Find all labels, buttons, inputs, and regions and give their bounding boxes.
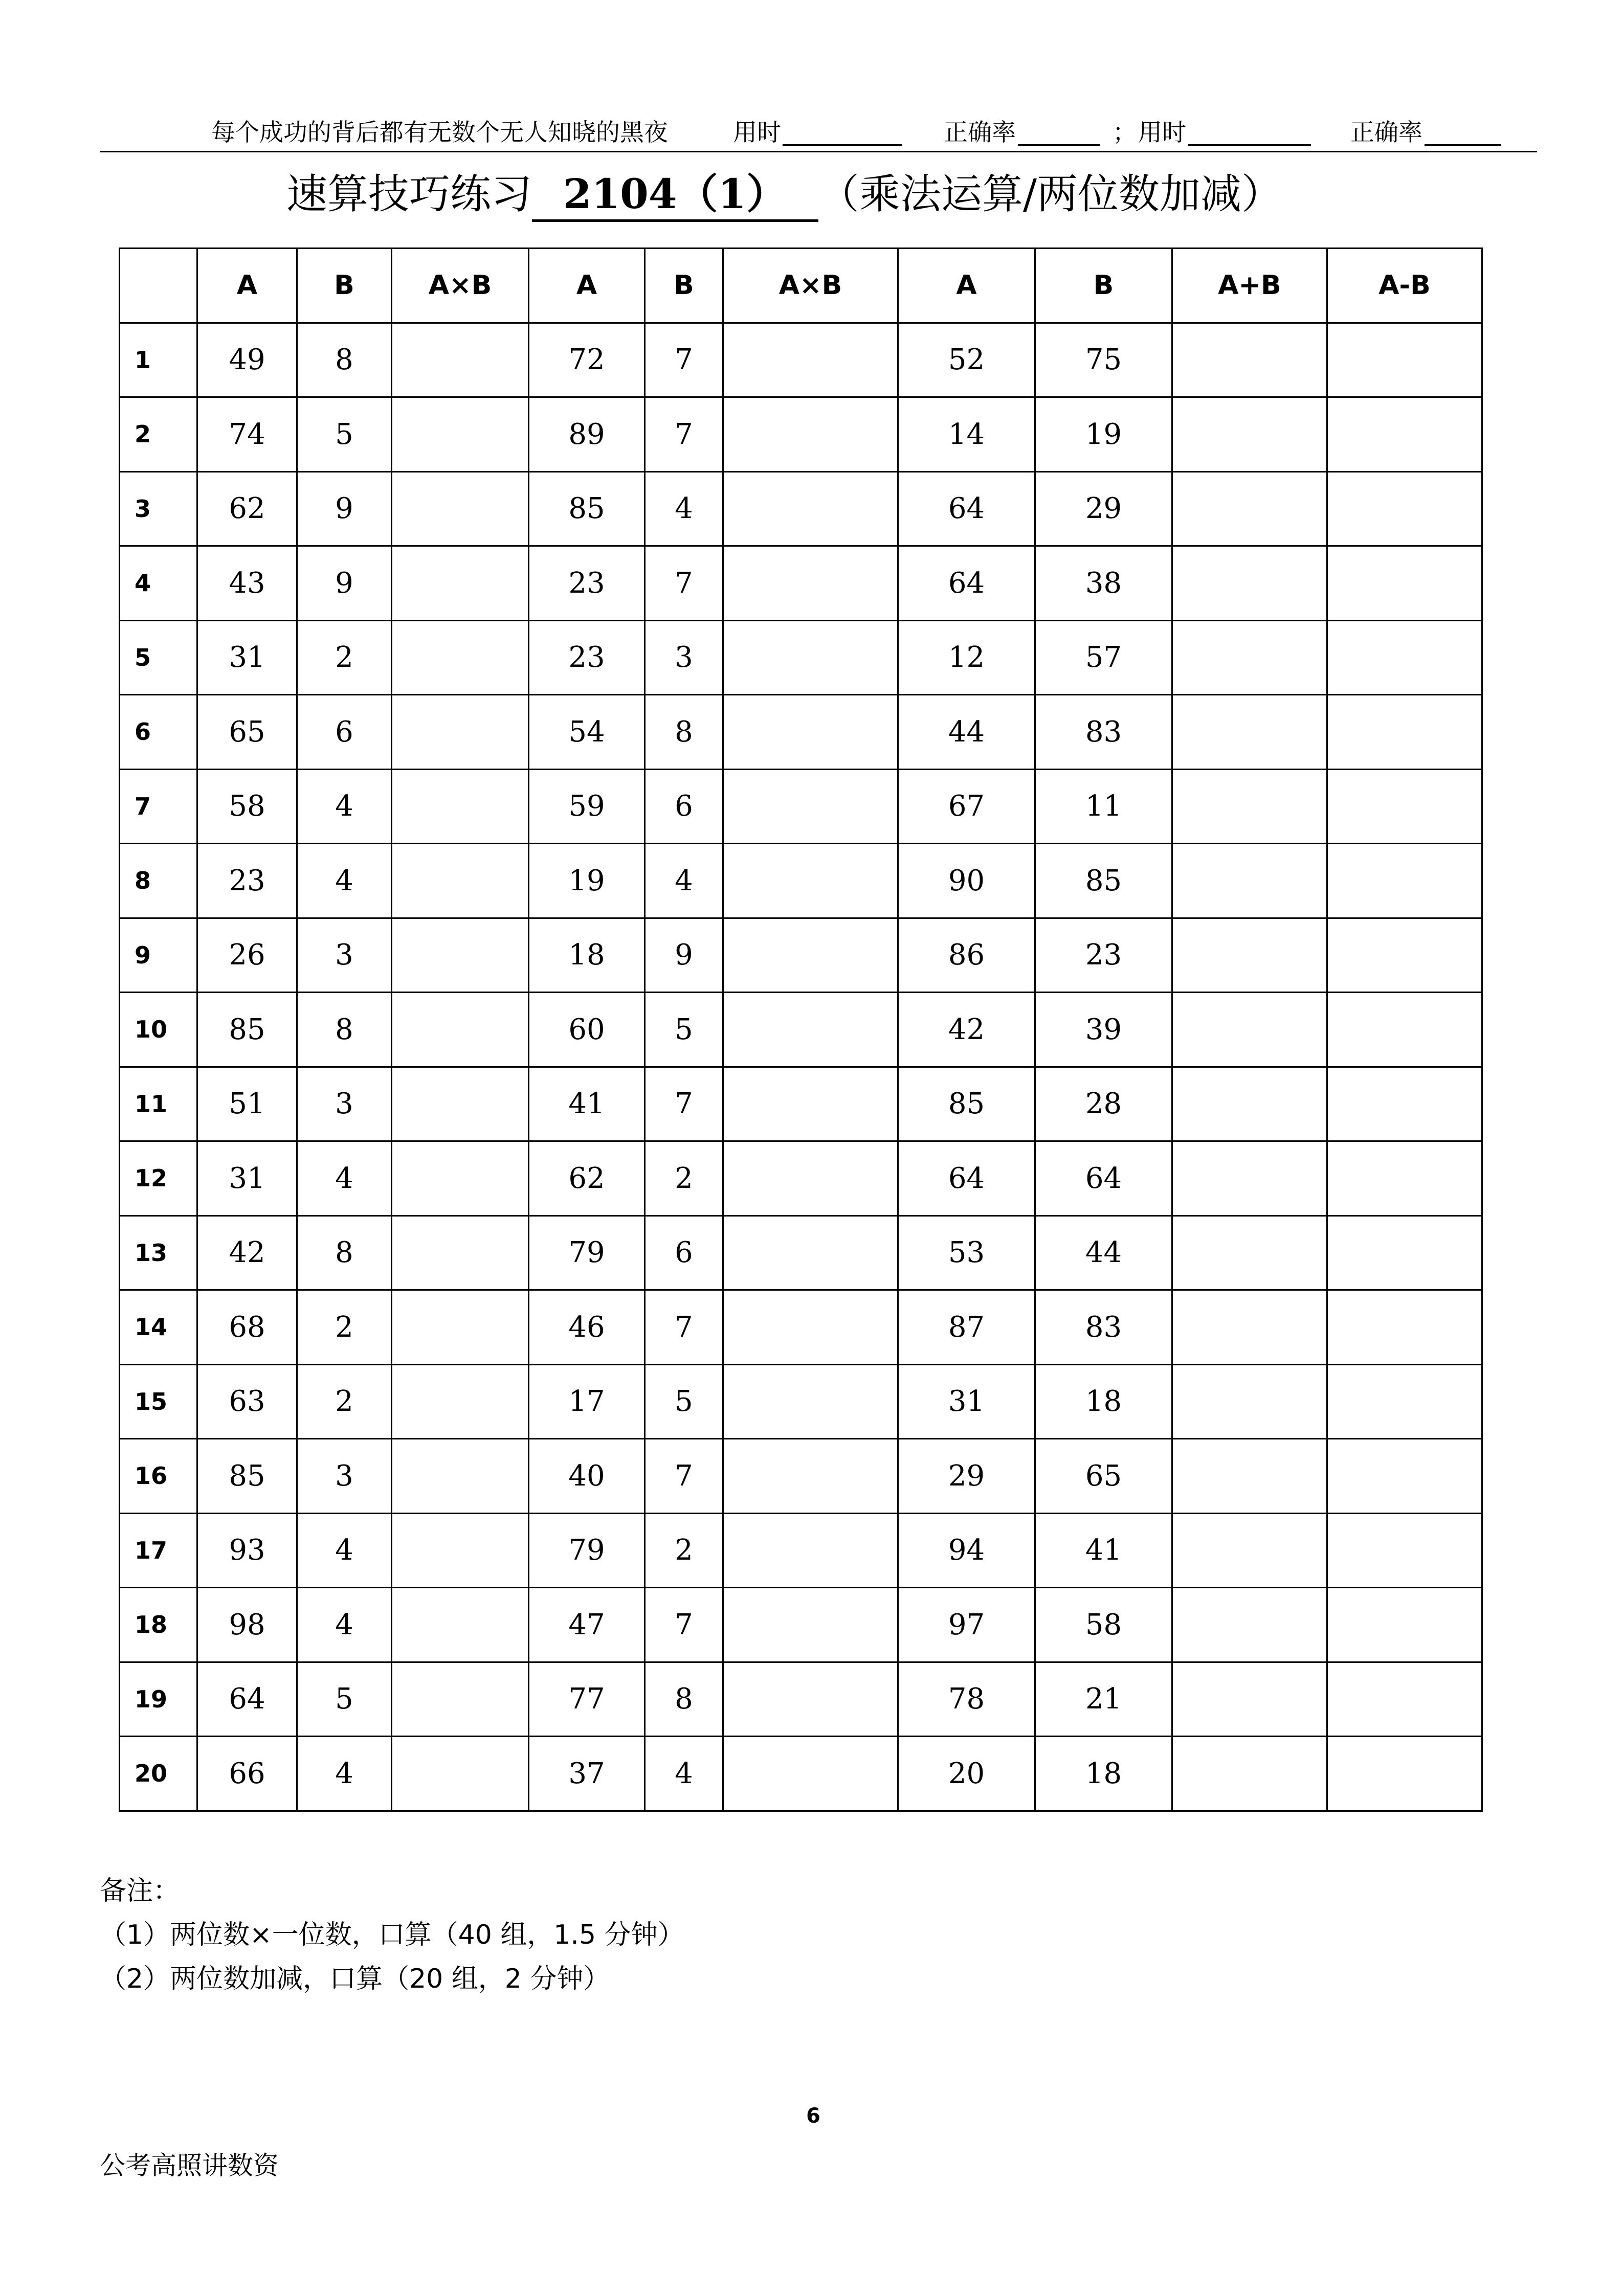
- operand-cell: 11: [1035, 769, 1172, 844]
- operand-cell: 90: [898, 844, 1035, 918]
- operand-cell: 43: [197, 546, 297, 621]
- operand-cell: 9: [297, 546, 392, 621]
- operand-cell: 79: [529, 1513, 645, 1588]
- operand-cell: 42: [898, 993, 1035, 1067]
- operand-cell: 44: [1035, 1215, 1172, 1290]
- answer-cell[interactable]: [392, 1439, 529, 1514]
- time-blank-2[interactable]: [1188, 117, 1311, 146]
- operand-cell: 5: [645, 993, 723, 1067]
- operand-cell: 62: [197, 471, 297, 546]
- operand-cell: 7: [645, 397, 723, 472]
- column-header: A+B: [1172, 249, 1327, 323]
- operand-cell: 23: [197, 844, 297, 918]
- answer-cell[interactable]: [392, 1141, 529, 1216]
- column-header: [120, 249, 197, 323]
- answer-cell[interactable]: [1327, 1067, 1482, 1141]
- operand-cell: 18: [1035, 1737, 1172, 1811]
- operand-cell: 77: [529, 1662, 645, 1737]
- row-number: 4: [120, 546, 197, 621]
- row-number: 20: [120, 1737, 197, 1811]
- operand-cell: 4: [297, 844, 392, 918]
- operand-cell: 64: [898, 471, 1035, 546]
- table-row: [120, 1141, 1482, 1216]
- answer-cell[interactable]: [723, 695, 898, 770]
- title-suffix: （乘法运算/两位数加减）: [818, 170, 1282, 218]
- operand-cell: 23: [1035, 918, 1172, 993]
- operand-cell: 2: [297, 620, 392, 695]
- operand-cell: 26: [197, 918, 297, 993]
- answer-cell[interactable]: [723, 1737, 898, 1811]
- column-header: B: [297, 249, 392, 323]
- table-row: [120, 1364, 1482, 1439]
- table-row: [120, 769, 1482, 844]
- time-label-2: 用时: [1138, 119, 1186, 147]
- answer-cell[interactable]: [392, 695, 529, 770]
- answer-cell[interactable]: [723, 323, 898, 397]
- answer-cell[interactable]: [1172, 471, 1327, 546]
- operand-cell: 21: [1035, 1662, 1172, 1737]
- table-row: [120, 1737, 1482, 1811]
- operand-cell: 7: [645, 1439, 723, 1514]
- operand-cell: 3: [297, 1439, 392, 1514]
- operand-cell: 74: [197, 397, 297, 472]
- answer-cell[interactable]: [1327, 769, 1482, 844]
- row-number: 14: [120, 1290, 197, 1365]
- answer-cell[interactable]: [1172, 1588, 1327, 1662]
- column-header: A×B: [392, 249, 529, 323]
- answer-cell[interactable]: [392, 620, 529, 695]
- answer-cell[interactable]: [392, 1737, 529, 1811]
- answer-cell[interactable]: [392, 769, 529, 844]
- operand-cell: 93: [197, 1513, 297, 1588]
- operand-cell: 9: [645, 918, 723, 993]
- answer-cell[interactable]: [1327, 1737, 1482, 1811]
- operand-cell: 5: [645, 1364, 723, 1439]
- row-number: 18: [120, 1588, 197, 1662]
- answer-cell[interactable]: [392, 397, 529, 472]
- answer-cell[interactable]: [392, 993, 529, 1067]
- answer-cell[interactable]: [392, 1215, 529, 1290]
- operand-cell: 12: [898, 620, 1035, 695]
- column-header: B: [1035, 249, 1172, 323]
- operand-cell: 4: [297, 1737, 392, 1811]
- column-header: A: [529, 249, 645, 323]
- operand-cell: 85: [197, 993, 297, 1067]
- table-row: [120, 1067, 1482, 1141]
- answer-cell[interactable]: [723, 546, 898, 621]
- row-number: 7: [120, 769, 197, 844]
- operand-cell: 4: [645, 1737, 723, 1811]
- operand-cell: 97: [898, 1588, 1035, 1662]
- answer-cell[interactable]: [1172, 397, 1327, 472]
- answer-cell[interactable]: [1327, 397, 1482, 472]
- operand-cell: 2: [297, 1290, 392, 1365]
- page-title: [286, 166, 1282, 222]
- operand-cell: 85: [1035, 844, 1172, 918]
- answer-cell[interactable]: [392, 323, 529, 397]
- operand-cell: 3: [645, 620, 723, 695]
- operand-cell: 31: [898, 1364, 1035, 1439]
- operand-cell: 51: [197, 1067, 297, 1141]
- operand-cell: 41: [1035, 1513, 1172, 1588]
- operand-cell: 4: [297, 769, 392, 844]
- answer-cell[interactable]: [1172, 620, 1327, 695]
- operand-cell: 98: [197, 1588, 297, 1662]
- answer-cell[interactable]: [392, 1290, 529, 1365]
- answer-cell[interactable]: [1327, 1439, 1482, 1514]
- operand-cell: 31: [197, 620, 297, 695]
- operand-cell: 85: [197, 1439, 297, 1514]
- answer-cell[interactable]: [723, 1290, 898, 1365]
- answer-cell[interactable]: [1172, 769, 1327, 844]
- operand-cell: 49: [197, 323, 297, 397]
- operand-cell: 8: [645, 695, 723, 770]
- answer-cell[interactable]: [1172, 1215, 1327, 1290]
- answer-cell[interactable]: [723, 620, 898, 695]
- operand-cell: 4: [297, 1588, 392, 1662]
- operand-cell: 78: [898, 1662, 1035, 1737]
- answer-cell[interactable]: [1327, 1364, 1482, 1439]
- answer-cell[interactable]: [723, 1364, 898, 1439]
- operand-cell: 18: [1035, 1364, 1172, 1439]
- operand-cell: 6: [297, 695, 392, 770]
- operand-cell: 23: [529, 546, 645, 621]
- row-number: 11: [120, 1067, 197, 1141]
- answer-cell[interactable]: [723, 993, 898, 1067]
- row-number: 13: [120, 1215, 197, 1290]
- operand-cell: 7: [645, 546, 723, 621]
- row-number: 2: [120, 397, 197, 472]
- operand-cell: 46: [529, 1290, 645, 1365]
- operand-cell: 39: [1035, 993, 1172, 1067]
- operand-cell: 2: [645, 1513, 723, 1588]
- answer-cell[interactable]: [1327, 620, 1482, 695]
- operand-cell: 7: [645, 1290, 723, 1365]
- table-body: [120, 323, 1482, 1811]
- notes-label: 备注：: [100, 1876, 180, 1906]
- answer-cell[interactable]: [392, 471, 529, 546]
- operand-cell: 7: [645, 323, 723, 397]
- operand-cell: 68: [197, 1290, 297, 1365]
- answer-cell[interactable]: [723, 397, 898, 472]
- answer-cell[interactable]: [1172, 1141, 1327, 1216]
- table-row: [120, 1588, 1482, 1662]
- operand-cell: 9: [297, 471, 392, 546]
- table-row: [120, 844, 1482, 918]
- operand-cell: 6: [645, 769, 723, 844]
- operand-cell: 60: [529, 993, 645, 1067]
- answer-cell[interactable]: [392, 1513, 529, 1588]
- header-separator: ；: [1113, 119, 1137, 147]
- answer-cell[interactable]: [723, 1513, 898, 1588]
- operand-cell: 3: [297, 1067, 392, 1141]
- operand-cell: 19: [1035, 397, 1172, 472]
- row-number: 16: [120, 1439, 197, 1514]
- operand-cell: 5: [297, 397, 392, 472]
- operand-cell: 4: [645, 471, 723, 546]
- accuracy-label-2: 正确率: [1350, 119, 1422, 147]
- column-header: A×B: [723, 249, 898, 323]
- answer-cell[interactable]: [723, 1141, 898, 1216]
- operand-cell: 8: [645, 1662, 723, 1737]
- operand-cell: 83: [1035, 695, 1172, 770]
- operand-cell: 38: [1035, 546, 1172, 621]
- table-row: [120, 471, 1482, 546]
- row-number: 17: [120, 1513, 197, 1588]
- answer-cell[interactable]: [723, 918, 898, 993]
- answer-cell[interactable]: [1327, 844, 1482, 918]
- operand-cell: 7: [645, 1067, 723, 1141]
- accuracy-blank-1[interactable]: [1018, 117, 1100, 146]
- answer-cell[interactable]: [1327, 1662, 1482, 1737]
- answer-cell[interactable]: [723, 1215, 898, 1290]
- answer-cell[interactable]: [1172, 1513, 1327, 1588]
- operand-cell: 64: [898, 546, 1035, 621]
- row-number: 10: [120, 993, 197, 1067]
- operand-cell: 79: [529, 1215, 645, 1290]
- row-number: 6: [120, 695, 197, 770]
- title-code: 2104（1）: [532, 168, 818, 222]
- answer-cell[interactable]: [1327, 695, 1482, 770]
- operand-cell: 8: [297, 1215, 392, 1290]
- operand-cell: 2: [297, 1364, 392, 1439]
- operand-cell: 62: [529, 1141, 645, 1216]
- operand-cell: 8: [297, 993, 392, 1067]
- answer-cell[interactable]: [392, 844, 529, 918]
- notes-line-1: （1）两位数×一位数，口算（40 组，1.5 分钟）: [100, 1920, 684, 1950]
- answer-cell[interactable]: [723, 769, 898, 844]
- table-row: [120, 397, 1482, 472]
- operand-cell: 94: [898, 1513, 1035, 1588]
- table-row: [120, 918, 1482, 993]
- answer-cell[interactable]: [1327, 546, 1482, 621]
- row-number: 15: [120, 1364, 197, 1439]
- table-row: [120, 1513, 1482, 1588]
- row-number: 8: [120, 844, 197, 918]
- answer-cell[interactable]: [392, 546, 529, 621]
- answer-cell[interactable]: [1172, 546, 1327, 621]
- operand-cell: 4: [645, 844, 723, 918]
- operand-cell: 17: [529, 1364, 645, 1439]
- operand-cell: 75: [1035, 323, 1172, 397]
- column-header: B: [645, 249, 723, 323]
- operand-cell: 57: [1035, 620, 1172, 695]
- answer-cell[interactable]: [1327, 323, 1482, 397]
- table-row: [120, 1662, 1482, 1737]
- header-rule: [100, 151, 1537, 152]
- operand-cell: 85: [529, 471, 645, 546]
- row-number: 5: [120, 620, 197, 695]
- operand-cell: 37: [529, 1737, 645, 1811]
- column-header: A-B: [1327, 249, 1482, 323]
- operand-cell: 2: [645, 1141, 723, 1216]
- operand-cell: 28: [1035, 1067, 1172, 1141]
- operand-cell: 64: [197, 1662, 297, 1737]
- answer-cell[interactable]: [723, 1067, 898, 1141]
- operand-cell: 7: [645, 1588, 723, 1662]
- answer-cell[interactable]: [1327, 918, 1482, 993]
- operand-cell: 83: [1035, 1290, 1172, 1365]
- answer-cell[interactable]: [1172, 844, 1327, 918]
- operand-cell: 8: [297, 323, 392, 397]
- answer-cell[interactable]: [392, 1364, 529, 1439]
- operand-cell: 86: [898, 918, 1035, 993]
- answer-cell[interactable]: [723, 1588, 898, 1662]
- table-row: [120, 620, 1482, 695]
- operand-cell: 63: [197, 1364, 297, 1439]
- answer-cell[interactable]: [1172, 323, 1327, 397]
- answer-cell[interactable]: [723, 471, 898, 546]
- answer-cell[interactable]: [1327, 1588, 1482, 1662]
- answer-cell[interactable]: [723, 844, 898, 918]
- answer-cell[interactable]: [392, 1588, 529, 1662]
- title-prefix: 速算技巧练习: [286, 170, 532, 218]
- operand-cell: 19: [529, 844, 645, 918]
- answer-cell[interactable]: [1327, 993, 1482, 1067]
- table-header-row: [120, 249, 1482, 323]
- table-row: [120, 993, 1482, 1067]
- row-number: 19: [120, 1662, 197, 1737]
- operand-cell: 6: [645, 1215, 723, 1290]
- answer-cell[interactable]: [1327, 1513, 1482, 1588]
- table-row: [120, 546, 1482, 621]
- answer-cell[interactable]: [1172, 1067, 1327, 1141]
- notes: [100, 1869, 684, 2001]
- answer-cell[interactable]: [1172, 1290, 1327, 1365]
- answer-cell[interactable]: [1327, 471, 1482, 546]
- operand-cell: 65: [197, 695, 297, 770]
- operand-cell: 23: [529, 620, 645, 695]
- operand-cell: 29: [1035, 471, 1172, 546]
- table-row: [120, 1215, 1482, 1290]
- practice-table: [119, 247, 1483, 1812]
- answer-cell[interactable]: [392, 918, 529, 993]
- answer-cell[interactable]: [392, 1067, 529, 1141]
- row-number: 3: [120, 471, 197, 546]
- table-row: [120, 695, 1482, 770]
- operand-cell: 42: [197, 1215, 297, 1290]
- answer-cell[interactable]: [1327, 1141, 1482, 1216]
- operand-cell: 67: [898, 769, 1035, 844]
- notes-line-2: （2）两位数加减，口算（20 组，2 分钟）: [100, 1964, 610, 1994]
- header-line: [100, 117, 1537, 149]
- operand-cell: 52: [898, 323, 1035, 397]
- operand-cell: 41: [529, 1067, 645, 1141]
- operand-cell: 58: [1035, 1588, 1172, 1662]
- footer-text: 公考高照讲数资: [100, 2151, 279, 2180]
- answer-cell[interactable]: [1172, 695, 1327, 770]
- header-motto: 每个成功的背后都有无数个无人知晓的黑夜: [211, 119, 668, 147]
- operand-cell: 64: [1035, 1141, 1172, 1216]
- row-number: 9: [120, 918, 197, 993]
- row-number: 12: [120, 1141, 197, 1216]
- answer-cell[interactable]: [1172, 918, 1327, 993]
- operand-cell: 87: [898, 1290, 1035, 1365]
- answer-cell[interactable]: [723, 1439, 898, 1514]
- operand-cell: 40: [529, 1439, 645, 1514]
- answer-cell[interactable]: [1327, 1215, 1482, 1290]
- table-row: [120, 323, 1482, 397]
- operand-cell: 29: [898, 1439, 1035, 1514]
- answer-cell[interactable]: [723, 1662, 898, 1737]
- accuracy-label-1: 正确率: [944, 119, 1016, 147]
- time-label-1: 用时: [733, 119, 781, 147]
- operand-cell: 31: [197, 1141, 297, 1216]
- operand-cell: 4: [297, 1513, 392, 1588]
- operand-cell: 58: [197, 769, 297, 844]
- answer-cell[interactable]: [1172, 1737, 1327, 1811]
- operand-cell: 4: [297, 1141, 392, 1216]
- answer-cell[interactable]: [1172, 1662, 1327, 1737]
- time-blank-1[interactable]: [783, 117, 902, 146]
- accuracy-blank-2[interactable]: [1425, 117, 1501, 146]
- operand-cell: 3: [297, 918, 392, 993]
- answer-cell[interactable]: [1172, 1439, 1327, 1514]
- operand-cell: 89: [529, 397, 645, 472]
- answer-cell[interactable]: [1327, 1290, 1482, 1365]
- operand-cell: 5: [297, 1662, 392, 1737]
- page-number: 6: [806, 2104, 820, 2128]
- operand-cell: 54: [529, 695, 645, 770]
- table-row: [120, 1290, 1482, 1365]
- operand-cell: 14: [898, 397, 1035, 472]
- answer-cell[interactable]: [1172, 1364, 1327, 1439]
- column-header: A: [898, 249, 1035, 323]
- operand-cell: 59: [529, 769, 645, 844]
- operand-cell: 47: [529, 1588, 645, 1662]
- operand-cell: 72: [529, 323, 645, 397]
- operand-cell: 18: [529, 918, 645, 993]
- operand-cell: 66: [197, 1737, 297, 1811]
- operand-cell: 85: [898, 1067, 1035, 1141]
- operand-cell: 65: [1035, 1439, 1172, 1514]
- row-number: 1: [120, 323, 197, 397]
- operand-cell: 44: [898, 695, 1035, 770]
- answer-cell[interactable]: [392, 1662, 529, 1737]
- answer-cell[interactable]: [1172, 993, 1327, 1067]
- operand-cell: 53: [898, 1215, 1035, 1290]
- column-header: A: [197, 249, 297, 323]
- table-row: [120, 1439, 1482, 1514]
- operand-cell: 20: [898, 1737, 1035, 1811]
- operand-cell: 64: [898, 1141, 1035, 1216]
